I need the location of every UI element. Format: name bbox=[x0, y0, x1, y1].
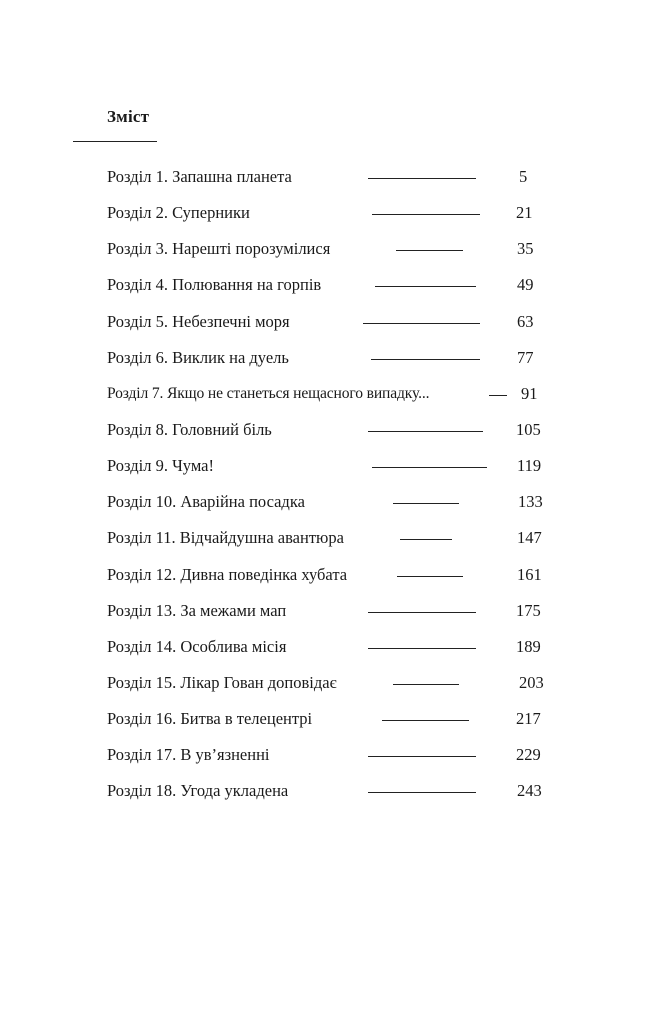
toc-entry[interactable] bbox=[0, 202, 658, 238]
dot-leader-line bbox=[368, 792, 476, 793]
page-number: 119 bbox=[517, 456, 542, 476]
toc-entry[interactable] bbox=[0, 347, 658, 383]
toc-entry[interactable] bbox=[0, 383, 658, 419]
page-number: 175 bbox=[516, 600, 541, 620]
dot-leader-line bbox=[375, 286, 476, 287]
chapter-title: Розділ 1. Запашна планета bbox=[107, 167, 292, 186]
chapter-title: Розділ 11. Відчайдушна авантюра bbox=[107, 528, 344, 548]
toc-title: Зміст bbox=[107, 107, 150, 126]
page-number: 77 bbox=[517, 347, 534, 367]
chapter-title: Розділ 2. Суперники bbox=[107, 203, 250, 223]
page-number: 21 bbox=[516, 203, 533, 223]
dot-leader-line bbox=[372, 214, 480, 215]
toc-entry[interactable] bbox=[0, 564, 658, 600]
dot-leader-line bbox=[368, 612, 476, 613]
chapter-title: Розділ 4. Полювання на горпів bbox=[107, 275, 322, 295]
dot-leader-line bbox=[372, 467, 487, 468]
toc-list bbox=[0, 166, 658, 817]
page-number: 189 bbox=[516, 636, 541, 656]
chapter-title: Розділ 17. В ув’язненні bbox=[107, 745, 270, 765]
dot-leader-line bbox=[368, 178, 476, 179]
page-number: 217 bbox=[516, 709, 541, 729]
chapter-title: Розділ 15. Лікар Гован доповідає bbox=[107, 672, 337, 692]
toc-entry[interactable] bbox=[0, 600, 658, 636]
page-number: 203 bbox=[519, 672, 544, 692]
chapter-title: Розділ 12. Дивна поведінка хубата bbox=[107, 564, 348, 584]
page-number: 63 bbox=[517, 311, 534, 331]
dot-leader-line bbox=[368, 431, 483, 432]
toc-entry[interactable] bbox=[0, 238, 658, 274]
toc-entry[interactable] bbox=[0, 274, 658, 310]
toc-entry[interactable] bbox=[0, 527, 658, 563]
toc-entry[interactable] bbox=[0, 455, 658, 491]
dot-leader-line bbox=[393, 503, 459, 504]
chapter-title: Розділ 9. Чума! bbox=[107, 456, 214, 476]
page-number: 35 bbox=[517, 239, 534, 259]
toc-entry[interactable] bbox=[0, 744, 658, 780]
page-number: 91 bbox=[521, 383, 538, 403]
toc-entry[interactable] bbox=[0, 419, 658, 455]
toc-entry[interactable] bbox=[0, 311, 658, 347]
toc-entry[interactable] bbox=[0, 708, 658, 744]
page-number: 229 bbox=[516, 745, 541, 765]
toc-entry[interactable] bbox=[0, 672, 658, 708]
dot-leader-line bbox=[400, 539, 452, 540]
page-number: 5 bbox=[519, 167, 528, 186]
title-underline bbox=[73, 141, 157, 142]
toc-entry[interactable] bbox=[0, 780, 658, 816]
toc-entry[interactable] bbox=[0, 491, 658, 527]
dot-leader-line bbox=[397, 576, 463, 577]
page-number: 105 bbox=[516, 419, 541, 439]
page-number: 133 bbox=[518, 492, 543, 512]
dot-leader-line bbox=[368, 648, 476, 649]
page-number: 147 bbox=[517, 528, 542, 548]
dot-leader-line bbox=[393, 684, 459, 685]
chapter-title: Розділ 13. За межами мап bbox=[107, 600, 287, 620]
chapter-title: Розділ 7. Якщо не станеться нещасного випадку... bbox=[107, 384, 430, 402]
page-number: 49 bbox=[517, 275, 534, 295]
dot-leader-line bbox=[396, 250, 463, 251]
chapter-title: Розділ 8. Головний біль bbox=[107, 419, 272, 439]
page-number: 161 bbox=[517, 564, 542, 584]
chapter-title: Розділ 5. Небезпечні моря bbox=[107, 311, 290, 331]
toc-entry[interactable] bbox=[0, 636, 658, 672]
page-number: 243 bbox=[517, 781, 542, 801]
chapter-title: Розділ 18. Угода укладена bbox=[107, 781, 289, 801]
dot-leader-line bbox=[382, 720, 469, 721]
chapter-title: Розділ 14. Особлива місія bbox=[107, 636, 287, 656]
dot-leader-line bbox=[368, 756, 476, 757]
dot-leader-line bbox=[363, 323, 480, 324]
chapter-title: Розділ 16. Битва в телецентрі bbox=[107, 709, 313, 729]
dot-leader-line bbox=[489, 395, 507, 396]
toc-entry[interactable] bbox=[0, 166, 658, 202]
chapter-title: Розділ 10. Аварійна посадка bbox=[107, 492, 305, 512]
chapter-title: Розділ 6. Виклик на дуель bbox=[107, 347, 289, 367]
dot-leader-line bbox=[371, 359, 480, 360]
chapter-title: Розділ 3. Нарешті порозумілися bbox=[107, 239, 331, 259]
